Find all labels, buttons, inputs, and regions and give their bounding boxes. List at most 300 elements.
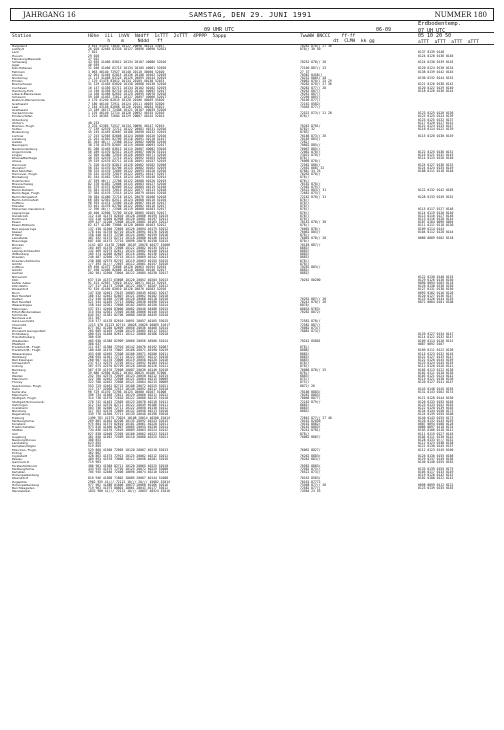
station-name: Norderney bbox=[12, 76, 28, 81]
weather-groups: 78066 8877/ bbox=[300, 396, 321, 401]
weather-groups: 76582 8883/ bbox=[300, 463, 321, 468]
soil-temp-title: Erdbodentemp. bbox=[418, 21, 462, 27]
station-name: Stötten bbox=[12, 428, 24, 433]
soil-temperatures: 0126 0127 0134 0147 bbox=[418, 332, 454, 337]
observation-groups: 537 551 42460 83006 10082 20040 48488 52015 bbox=[88, 306, 169, 311]
observation-groups: 480 615 41460 82611 10112 20060 40186 52010 bbox=[88, 332, 169, 337]
station-name: Bad Hersfeld bbox=[12, 293, 32, 298]
observation-groups: 37 384 41476 72515 10124 20079 40104 52018 bbox=[88, 191, 167, 196]
observation-groups: 82 378 41461 72808 10115 20083 40127 52016 bbox=[88, 181, 167, 186]
column-header-weather: 7wwWW 8NCCC ff-ff dt CLMH kk gg bbox=[300, 34, 375, 44]
observation-groups: 553 729 42462 82715 10108 20072 40225 52021 bbox=[88, 383, 169, 388]
station-name: Zugspitze bbox=[12, 479, 27, 484]
station-name: Mannheim bbox=[12, 377, 28, 382]
weather-groups: 76062 8827/ bbox=[300, 447, 321, 452]
station-name: Hannover, Flugh. bbox=[12, 172, 38, 177]
observation-groups: 322 708 42462 72608 10121 20064 40215 50009 bbox=[88, 380, 169, 385]
observation-groups: 11 113 41468 83124 10126 20095 40144 52015 bbox=[88, 76, 167, 81]
station-name: Berchtesgaden bbox=[12, 486, 35, 491]
observation-groups: 607 456 41475 72710 10096 20070 40150 52015 bbox=[88, 239, 169, 244]
observation-groups: 147 526 42461 73107 10083 20049 40201 52017 bbox=[88, 290, 169, 295]
soil-temperatures: 0087 0094 0108 0128 bbox=[418, 421, 454, 426]
observation-groups: 412 744 42570 82711 10122 20049 40186 51011 bbox=[88, 402, 169, 407]
weather-groups: 878// bbox=[300, 345, 310, 350]
station-name: Soltau bbox=[12, 127, 22, 132]
station-name: Jagel bbox=[12, 63, 20, 68]
station-name: Kempten bbox=[12, 470, 26, 475]
weather-groups: 70186 8883/ bbox=[300, 389, 321, 394]
station-name: Flensburg/Meierwik bbox=[12, 56, 42, 61]
station-name: Bremerhaven bbox=[12, 82, 33, 87]
observation-groups: 13 189 46172 72408 10121 20107 40035 52026 bbox=[88, 108, 167, 113]
weather-groups: 76262 887// 26 bbox=[300, 297, 327, 302]
soil-temperatures: 0127 0131 0138 0150 bbox=[418, 287, 454, 292]
soil-temperatures: 0126 0132 0143 0159 bbox=[418, 418, 454, 423]
observation-groups: 317 763 42470 72609 10132 20058 40213 52018 bbox=[88, 409, 169, 414]
observation-groups: 91 513 42567 72610 10122 20071 40213 52015 bbox=[88, 281, 167, 286]
station-name: Hohenpeißenberg bbox=[12, 482, 39, 487]
observation-groups: 7 129 41478 83012 10134 20105 40130 52015 bbox=[88, 79, 165, 84]
station-name: Angermünde bbox=[12, 149, 32, 154]
soil-temperatures: 0103 0121 0124 0142 bbox=[418, 373, 454, 378]
station-name: Görlitz bbox=[12, 268, 22, 273]
soil-temperatures: 0128 0133 0149 0152 bbox=[418, 194, 454, 199]
soil-temperatures: 0123 0126 0144 0155 bbox=[418, 297, 454, 302]
station-name: Helgoland bbox=[12, 44, 28, 48]
weather-groups: 878// bbox=[300, 370, 310, 375]
weather-groups: 76082 878// 25 29 bbox=[300, 79, 332, 84]
soil-temperatures: 0123 0124 0145 0155 bbox=[418, 361, 454, 366]
station-name: Wendelstein bbox=[12, 489, 31, 494]
station-name: Berlin-Tegel, Flugh. bbox=[12, 191, 41, 196]
soil-temperatures: 0113 0116 0127 0148 bbox=[418, 213, 454, 218]
observation-groups: 17 253 42365 82608 10124 20086 40126 52016 bbox=[88, 133, 167, 138]
station-name: Ulm bbox=[12, 431, 18, 436]
weather-groups: 76186 873// 26 bbox=[300, 133, 327, 138]
weather-groups: 70162 87772 bbox=[300, 479, 321, 484]
soil-temperatures: 0115 0117 0127 0146 bbox=[418, 207, 454, 212]
observation-groups: 178 444 41570 82710 10126 20091 40176 52016 bbox=[88, 229, 169, 234]
weather-groups: 70162 8883/ bbox=[300, 425, 321, 430]
weather-groups: 76062 878// 28 bbox=[300, 236, 327, 241]
observation-groups: 260 667 41470 73006 10119 20058 40220 52016 bbox=[88, 357, 169, 362]
soil-temperatures: 0120 0127 0136 0147 bbox=[418, 293, 454, 298]
soil-temperatures: 0102 0111 0118 0136 bbox=[418, 370, 454, 375]
weather-groups: 70162 8583/ bbox=[300, 476, 321, 481]
station-name: Meiningen bbox=[12, 306, 28, 311]
station-name: Wunstorf bbox=[12, 165, 26, 170]
soil-temperatures: 0123 0125 0126 0136 bbox=[418, 111, 454, 116]
weather-groups: 27 37 bbox=[300, 69, 310, 74]
station-name: Ahaus bbox=[12, 159, 22, 164]
observation-groups: 499 427 41260 72608 10120 20081 40163 52012 bbox=[88, 220, 169, 225]
station-name: Cottbus bbox=[12, 265, 24, 270]
soil-temperatures: 0117 0120 0127 0142 bbox=[418, 120, 454, 125]
weather-groups: 88834 8763/ bbox=[300, 306, 321, 311]
observation-groups: 453 648 42465 72508 10106 20071 40206 52011 bbox=[88, 351, 169, 356]
weather-groups: 878// bbox=[300, 156, 310, 161]
observation-groups: 428 863 41575 72913 10125 20082 40212 52012 bbox=[88, 454, 169, 458]
weather-groups: 878// bbox=[300, 364, 310, 369]
soil-temperatures: 0103 0106 0118 0141 bbox=[418, 428, 454, 433]
station-name: Zinnwald-Georgenfeld bbox=[12, 329, 46, 334]
weather-groups: 875// bbox=[300, 380, 310, 385]
station-name: Kassel bbox=[12, 229, 22, 234]
soil-temperatures: 0113 0116 0128 0144 bbox=[418, 216, 454, 221]
station-name: Landsberg bbox=[12, 441, 28, 446]
soil-temperatures: 0116 0114 0122 0139 bbox=[418, 127, 454, 132]
station-name: Braunlage bbox=[12, 239, 28, 244]
weather-groups: 70162 8882/ bbox=[300, 421, 321, 426]
weather-groups: 72522 873// 21 28 bbox=[300, 111, 332, 116]
soil-temperatures: 0122 0126 0145 0159 bbox=[418, 357, 454, 362]
observation-groups: 202 501 42560 73004 10122 20085 40230 52017 bbox=[88, 271, 169, 276]
soil-temperatures: 0140 0148 0155 0162 bbox=[418, 460, 454, 465]
observation-groups: 186 532 42462 82807 10121 20062 40182 52018 bbox=[88, 293, 169, 298]
station-name: Leipzig-Schkeuditz bbox=[12, 249, 40, 253]
station-table bbox=[0, 45, 504, 493]
station-name: Dortmund bbox=[12, 216, 28, 221]
station-name: Emden bbox=[12, 79, 23, 84]
station-name: Wittenberg bbox=[12, 252, 29, 257]
soil-temperatures: 0093 0102 0116 0128 bbox=[418, 290, 454, 295]
station-name: München, Flugh. bbox=[12, 447, 37, 452]
observation-groups: 40 233 bbox=[88, 120, 100, 125]
weather-groups: 8883/ bbox=[300, 373, 310, 378]
station-name: Hohenpeißenberg bbox=[12, 473, 39, 478]
station-name: Görlitz bbox=[12, 261, 22, 266]
weather-groups: 8883/ bbox=[300, 409, 310, 414]
soil-temperatures: 0107 0104 0096 0094 bbox=[418, 220, 454, 225]
observation-groups: 21 261 41562 82709 10118 20091 40110 51017 bbox=[88, 136, 167, 141]
station-name: Fichtelberg bbox=[12, 332, 29, 337]
observation-groups: 521 544 41465 72713 10082 20030 40490 52014 bbox=[88, 300, 169, 305]
station-name: Schmücke bbox=[12, 313, 28, 318]
observation-groups: 55 342 41470 72819 10122 20091 40147 52017 bbox=[88, 172, 167, 177]
observation-groups: 1213 578 41223 82714 10028 20026 40065 51017 bbox=[88, 322, 170, 327]
station-name: Garmisch-P. bbox=[12, 460, 30, 465]
weather-groups: 878// bbox=[300, 114, 310, 119]
weather-groups: 76062 885// bbox=[300, 229, 321, 234]
station-name: Potsdam bbox=[12, 184, 25, 189]
observation-groups: 627 838 42460 72305 10100 20062 40223 52013 bbox=[88, 431, 169, 436]
station-name: Schweinfurt bbox=[12, 361, 30, 366]
station-name: Köln bbox=[12, 277, 19, 282]
station-name: Schleswig bbox=[12, 60, 27, 65]
station-name: Arkona bbox=[12, 72, 23, 77]
column-header-station: Station bbox=[12, 34, 32, 39]
station-name: Wasserkuppe bbox=[12, 351, 33, 356]
observation-groups: 152 410 42460 82908 10128 20081 40197 52011 bbox=[88, 216, 169, 221]
observation-groups: 3 235 42365 72517 10134 20096 40147 52015 bbox=[88, 124, 165, 129]
station-name: Oehringen bbox=[12, 402, 28, 407]
station-name: Lippspringe bbox=[12, 210, 30, 215]
station-name: Neuhaus a.R. bbox=[12, 316, 32, 321]
soil-temperatures: 0133 0139 0155 0175 bbox=[418, 466, 454, 471]
observation-groups: 16 147 41356 82711 10134 20102 40102 52019 bbox=[88, 85, 167, 90]
observation-groups: 230 488 42575 82707 10119 20063 40155 52015 bbox=[88, 258, 169, 263]
soil-temperatures: 0137 0139 0148 bbox=[418, 50, 445, 55]
soil-temperatures: 0109 0114 0144 bbox=[418, 226, 445, 231]
station-name: Neuburg/Donau bbox=[12, 437, 36, 442]
weather-groups: 70382 8458// bbox=[300, 72, 323, 77]
soil-temperatures: 0111 0115 0127 0145 bbox=[418, 431, 454, 436]
station-name: Würzburg bbox=[12, 354, 27, 359]
weather-groups: 72562 888/ 32 bbox=[300, 165, 325, 170]
station-name: List/Sylt bbox=[12, 47, 24, 52]
station-name: Feldberg/Schw. bbox=[12, 418, 35, 423]
observation-groups: 98 325 41470 72609 10122 20093 40126 52016 bbox=[88, 168, 167, 173]
station-name: Rheine/Bentlage bbox=[12, 156, 37, 161]
station-name: Fehmarn bbox=[12, 69, 26, 74]
observation-groups: 38 270 41570 82607 10119 20086 40093 52017 bbox=[88, 143, 167, 148]
station-name: Erfurt-Bindersleben bbox=[12, 309, 42, 314]
soil-temperatures: 0124 0139 0155 0168 bbox=[418, 412, 454, 417]
station-name: Lingen bbox=[12, 152, 23, 157]
observation-groups: 623 855 bbox=[88, 441, 102, 446]
weather-groups: 76082 873// bbox=[300, 325, 321, 330]
weather-groups: 76062 8887/ bbox=[300, 434, 321, 439]
observation-groups: 29 026 bbox=[88, 53, 100, 58]
observation-groups: 314 738 41570 72610 10122 20080 40215 51010 bbox=[88, 396, 169, 401]
observation-groups: 48 315 42470 72714 10122 20092 40163 52016 bbox=[88, 156, 167, 161]
soil-temperatures: 0086 0097 0110 0134 bbox=[418, 425, 454, 430]
observation-groups: 14 156 41358 82710 10133 20102 40092 52017 bbox=[88, 88, 167, 93]
weather-groups: 8883/ bbox=[300, 351, 310, 356]
soil-temperatures: 0122 0125 0136 0151 bbox=[418, 149, 454, 154]
observation-groups: 112 410 41475 82810 10128 20080 40195 52015 bbox=[88, 213, 169, 218]
station-name: Lübeck-Blankensee bbox=[12, 92, 41, 97]
station-name: Leer bbox=[12, 104, 19, 109]
soil-temperatures: 0122 0128 0139 0163 bbox=[418, 405, 454, 410]
station-name: Karlsruhe bbox=[12, 389, 27, 394]
weather-groups: 75565 877// bbox=[300, 104, 321, 109]
observation-groups: 111 637 41380 72910 10142 20070 40192 52007 bbox=[88, 345, 169, 350]
soil-temperatures: 0124 0127 0136 0152 bbox=[418, 162, 454, 167]
weather-groups: 70242 8781/ bbox=[300, 428, 321, 433]
observation-groups: 368 637 bbox=[88, 341, 102, 346]
weather-groups: 878// 30 40 bbox=[300, 47, 321, 52]
soil-temperatures: 0115 0121 0130 0136 bbox=[418, 377, 454, 382]
soil-temperatures: 0098 0099 0112 0122 bbox=[418, 482, 454, 487]
weather-groups: 8888/ bbox=[300, 348, 310, 353]
weather-groups: 76262 8781/ bbox=[300, 124, 321, 129]
station-name: Bremen, Flugh. bbox=[12, 124, 35, 129]
station-name: Greifswald bbox=[12, 108, 28, 113]
soil-temperatures: 0123 0125 0124 0139 bbox=[418, 114, 454, 119]
weather-groups: 72582 877// bbox=[300, 486, 321, 491]
weather-groups: 72582 873// bbox=[300, 466, 321, 471]
observation-groups: 43 035 41460 83012 10134 20107 40086 52016 bbox=[88, 60, 167, 65]
station-name: Bamberg bbox=[12, 367, 26, 372]
weather-groups: 76262 8883/ bbox=[300, 454, 321, 458]
weather-groups: 8782/ 32 bbox=[300, 127, 315, 132]
weather-groups: 8872/ 26 bbox=[300, 383, 315, 388]
observation-groups: 1/7 493 41/// /2607 10112 20061 40157 52016 bbox=[88, 261, 169, 266]
observation-groups: 269 803 41464 82208 10135 20092 40243 52015 bbox=[88, 418, 169, 423]
station-name: Brocken bbox=[12, 242, 25, 247]
observation-groups: 96 729 41470 72706 10125 20080 40207 51008 bbox=[88, 389, 167, 394]
observation-groups: 81 344 41462 72614 10124 20073 40140 52014 bbox=[88, 175, 167, 180]
station-name: Feldberg/Schw. bbox=[12, 466, 35, 471]
station-name: Bückeburg bbox=[12, 175, 28, 180]
station-name: Passau bbox=[12, 457, 23, 462]
observation-groups: 719 963 41575 80801 10061 20043 40177 53012 bbox=[88, 486, 169, 491]
weather-groups: 8883/ bbox=[300, 357, 310, 362]
soil-temperatures: 0109 0111 0122 0136 bbox=[418, 348, 454, 353]
observation-groups: 137 438 41560 72605 10126 20094 40175 52012 bbox=[88, 226, 169, 231]
observation-groups: 81 264 46/// /2308 10112 20082 40098 52016 bbox=[88, 140, 167, 145]
station-name: Düsseldorf bbox=[12, 287, 29, 292]
station-name: Kempten/Allgäu bbox=[12, 444, 36, 449]
station-name: Thorey bbox=[12, 380, 23, 385]
station-name: Boizenburg bbox=[12, 130, 29, 135]
weather-groups: 72682 875// bbox=[300, 191, 321, 196]
weather-groups: 73022 878// bbox=[300, 152, 321, 157]
observation-groups: 12 396 46/// /2508 10119 20080 40103 52017 bbox=[88, 207, 167, 212]
weather-groups: 70252 8881/ 20 bbox=[300, 76, 327, 81]
station-name: Mannheim bbox=[12, 393, 28, 398]
table-row bbox=[0, 490, 504, 493]
station-name: Pfalzfeld bbox=[12, 341, 25, 346]
soil-temperatures: 0122 0132 0142 0165 bbox=[418, 188, 454, 193]
weather-groups: 8883/ bbox=[300, 255, 310, 260]
observation-groups: 69 490 41472 72608 10120 20063 40154 52015 bbox=[88, 265, 167, 270]
observation-groups: 27 032 bbox=[88, 56, 100, 61]
observation-groups: 462 862 bbox=[88, 450, 102, 455]
soil-temperatures: 0102 0108 0122 0142 bbox=[418, 476, 454, 481]
observation-groups: 39 319 42470 82711 10118 20091 40157 52019 bbox=[88, 159, 167, 164]
observation-groups: 164 469 41470 72608 10122 20082 40135 52011 bbox=[88, 245, 169, 250]
station-name: Berlin-Schönefeld bbox=[12, 197, 39, 202]
observation-groups: 306 626 bbox=[88, 335, 102, 340]
observation-groups: 77 239 42570 72712 10122 20081 40131 52016 bbox=[88, 127, 167, 132]
station-name: Fürstenfeldbruck bbox=[12, 463, 38, 468]
weather-groups: 878// bbox=[300, 207, 310, 212]
station-name: Köln-Wahn bbox=[12, 284, 28, 289]
observation-groups: 396 734 41568 72612 10129 20060 40211 52012 bbox=[88, 393, 169, 398]
station-name: Crailsheim bbox=[12, 405, 28, 410]
observation-groups: 7 022 bbox=[88, 50, 98, 55]
station-name: Lüneburg bbox=[12, 136, 27, 141]
observation-groups: 112 727 42560 72512 10130 20092 40212 52010 bbox=[88, 386, 169, 391]
observation-groups: 59 168 41462 72612 10127 20097 40066 52017 bbox=[88, 95, 167, 100]
volume-label: JAHRGANG 16 bbox=[23, 11, 76, 19]
observation-groups: 22 305 41480 72910 10126 20089 40171 52016 bbox=[88, 152, 167, 157]
observation-groups: 315 554 42361 72505 10108 20066 40146 51015 bbox=[88, 309, 169, 314]
weather-groups: 70862 885// bbox=[300, 143, 321, 148]
observation-groups: 268 655 41561 72712 10122 20057 40212 52018 bbox=[88, 354, 169, 359]
weather-groups: 76086 878// 25 bbox=[300, 367, 327, 372]
station-name: Frankfurt/M., Flugh. bbox=[12, 345, 42, 350]
soil-temperatures: 0123 0133 0152 0163 bbox=[418, 402, 454, 407]
header-bar bbox=[10, 8, 494, 21]
observation-groups: 567 678 41570 72608 10087 20036 40146 52018 bbox=[88, 367, 169, 372]
observation-groups: 1490 781 41375 73024 10108 20014 40200 52014 bbox=[88, 415, 170, 420]
soil-temperatures: 0124 0130 0139 0145 bbox=[418, 60, 454, 65]
date-label: SAMSTAG, DEN 29. JUNI 1991 bbox=[189, 11, 312, 19]
observation-groups: 519 859 bbox=[88, 444, 102, 449]
issue-number: NUMMER 180 bbox=[434, 11, 487, 19]
station-name: Gera-Leumnitz bbox=[12, 319, 35, 324]
soil-temperatures: 0114 0115 0126 0140 bbox=[418, 156, 454, 161]
weather-groups: 76185 883// bbox=[300, 136, 321, 141]
observation-groups: 719 963 bbox=[88, 460, 102, 465]
soil-temperatures: 0116 0121 0132 0145 bbox=[418, 152, 454, 157]
observation-groups: 503 756 42480 72711 10122 20050 40130 51012 bbox=[88, 405, 169, 410]
soil-temperatures: 0122 0124 0133 0147 bbox=[418, 124, 454, 129]
soil-temperatures: 0104 0112 0128 0144 bbox=[418, 229, 454, 234]
station-name: Essen-Mülheim bbox=[12, 223, 35, 228]
weather-groups: 878// bbox=[300, 223, 310, 228]
weather-groups: 878// bbox=[300, 197, 310, 202]
observation-groups: 56 289 41470 82512 10119 20087 40078 51014 bbox=[88, 149, 167, 154]
station-name: Kiel-Holtenau bbox=[12, 66, 33, 71]
observation-groups: 1 215 46365 72604 10129 20087 40145 52014 bbox=[88, 114, 165, 119]
soil-temperatures: 0121 0130 0145 0157 bbox=[418, 444, 454, 449]
period-label: 06-09 bbox=[376, 27, 392, 33]
observation-groups: 461 840 41562 72509 10110 20080 40225 52021 bbox=[88, 434, 169, 439]
header-rule bbox=[10, 32, 494, 33]
weather-groups: 8883/ bbox=[300, 245, 310, 250]
weather-groups: 878// bbox=[300, 178, 310, 183]
observation-groups: 42 091 41465 62815 10136 20108 40102 52029 bbox=[88, 72, 167, 77]
soil-temperatures: 0080 0089 0102 0118 bbox=[418, 236, 454, 241]
soil-temperatures: 0121 0126 0138 0142 bbox=[418, 82, 454, 87]
weather-groups: 70282 878// 27 36 bbox=[300, 82, 332, 87]
soil-temperatures: 0121 0128 0144 0150 bbox=[418, 396, 454, 401]
station-name: Hof bbox=[12, 370, 18, 375]
station-name: Erding bbox=[12, 450, 22, 455]
soil-temperatures: 0114 0119 0126 0140 bbox=[418, 210, 454, 215]
observation-groups: 252 704 42575 72609 10123 20058 40212 52015 bbox=[88, 373, 169, 378]
weather-groups: 878// bbox=[300, 213, 310, 218]
soil-temperatures: 0123 0125 0132 0137 bbox=[418, 117, 454, 122]
soil-temperatures: 0120 0124 0130 0134 bbox=[418, 66, 454, 71]
observation-groups: 705 945 42480 72406 10096 20074 40210 52014 bbox=[88, 470, 169, 475]
station-name: Ingolstadt bbox=[12, 454, 28, 458]
soil-temperatures: 0109 0114 0126 0151 bbox=[418, 338, 454, 343]
soil-temperatures: 0128 0133 0/// 0152 bbox=[418, 437, 454, 442]
station-name: Artern bbox=[12, 245, 22, 250]
weather-groups: 75568 877// 26 bbox=[300, 482, 327, 487]
weather-groups: 878// bbox=[300, 175, 310, 180]
weather-groups: 76262 887// bbox=[300, 92, 321, 97]
station-name: Fritzlar bbox=[12, 232, 23, 237]
weather-groups: 72582 878// bbox=[300, 319, 321, 324]
weather-groups: 76262 887// bbox=[300, 88, 321, 93]
observation-groups: 339 776 41560 72711 10139 20048 40196 53010 bbox=[88, 412, 169, 417]
observation-groups: 443 929 41575 72705 10125 20072 40229 53008 bbox=[88, 466, 169, 471]
observation-groups: 810 946 41568 71802 10085 20067 40144 51008 bbox=[88, 476, 169, 481]
station-name: Essen bbox=[12, 220, 21, 225]
station-name: Coburg bbox=[12, 364, 23, 369]
observation-groups: 367 675 42570 82709 10126 20040 40126 51011 bbox=[88, 364, 169, 369]
observation-groups: 71 320 41470 82813 10128 20082 40182 52050 bbox=[88, 162, 167, 167]
observation-groups: 322 706 42462 72508 10121 20064 40215 50009 bbox=[88, 377, 169, 382]
station-name: Husum bbox=[12, 53, 23, 58]
weather-groups: 8878/ bbox=[300, 303, 310, 308]
station-name: Ahlhorn bbox=[12, 120, 24, 125]
observation-groups: 409 893 41570 73006 10112 20058 40201 52016 bbox=[88, 457, 169, 462]
station-name: Dresden-Klotzsche bbox=[12, 258, 40, 263]
observation-groups: 1 193 46140 72714 10120 20092 40155 52016 bbox=[88, 111, 165, 116]
observation-groups: 316 577 41478 82610 10091 20057 40165 53015 bbox=[88, 319, 169, 324]
observation-groups: 529 860 41560 72605 10120 20067 40218 52013 bbox=[88, 447, 169, 452]
observation-groups: 127 517 41473 72508 10122 20077 40207 52012 bbox=[88, 284, 169, 289]
station-name: Konstanz bbox=[12, 421, 26, 426]
station-name: Weiden bbox=[12, 373, 24, 378]
